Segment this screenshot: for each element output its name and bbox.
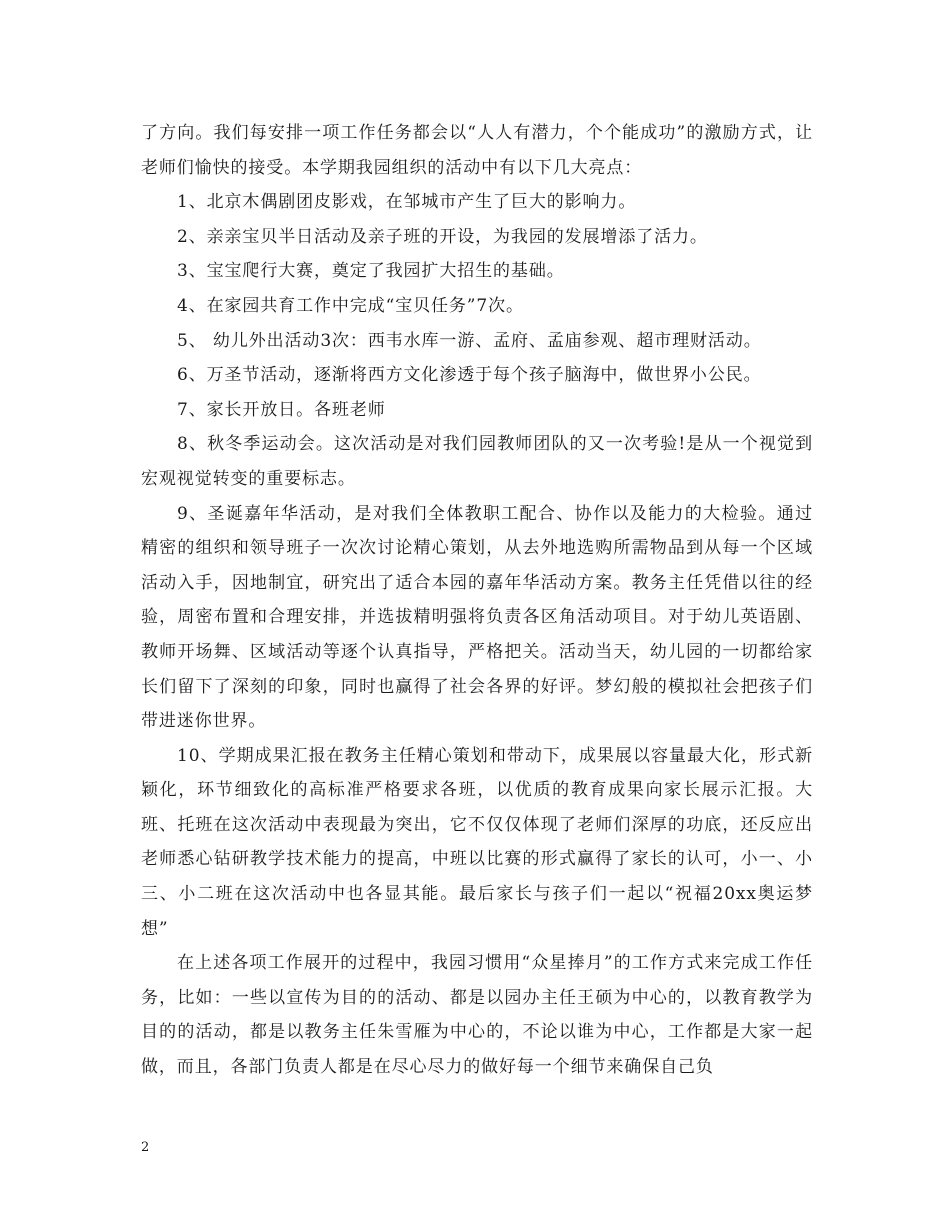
list-item-1: 1、北京木偶剧团皮影戏，在邹城市产生了巨大的影响力。 bbox=[177, 192, 637, 213]
list-item-4: 4、在家园共育工作中完成“宝贝任务”7次。 bbox=[177, 295, 524, 316]
paragraph-1: 了方向。我们每安排一项工作任务都会以“人人有潜力，个个能成功”的激励方式，让老师们愉快的接受。本学期我园组织的活动中有以下几大亮点： bbox=[141, 123, 813, 178]
page-number: 2 bbox=[141, 1140, 150, 1155]
list-item-10: 10、学期成果汇报在教务主任精心策划和带动下，成果展以容量最大化，形式新颖化，环节细致化的高标准严格要求各班，以优质的教育成果向家长展示汇报。大班、托班在这次活动中表现最为突出，它不仅仅体现了老师们深厚的功底，还反应出老师悉心钻研教学技术能力的提高，中班以比赛的形式赢得了家长的认可，小一、小三、小二班在这次活动中也各显其能。最后家长与孩子们一起以“祝福20xx奥运梦想” bbox=[141, 745, 813, 939]
document-body bbox=[141, 116, 813, 1085]
paragraph-closing: 在上述各项工作展开的过程中，我园习惯用“众星捧月”的工作方式来完成工作任务，比如：一些以宣传为目的的活动、都是以园办主任王硕为中心的，以教育教学为目的的活动，都是以教务主任朱雪雁为中心的，不论以谁为中心，工作都是大家一起做，而且，各部门负责人都是在尽心尽力的做好每一个细节来确保自己负 bbox=[141, 953, 813, 1078]
list-item-2: 2、亲亲宝贝半日活动及亲子班的开设，为我园的发展增添了活力。 bbox=[177, 226, 708, 247]
list-item-8: 8、秋冬季运动会。这次活动是对我们园教师团队的又一次考验!是从一个视觉到宏观视觉转变的重要标志。 bbox=[141, 434, 813, 489]
list-item-9: 9、圣诞嘉年华活动，是对我们全体教职工配合、协作以及能力的大检验。通过精密的组织和领导班子一次次讨论精心策划，从去外地选购所需物品到从每一个区域活动入手，因地制宜，研究出了适合本园的嘉年华活动方案。教务主任凭借以往的经验，周密布置和合理安排，并选拔精明强将负责各区角活动项目。对于幼儿英语剧、教师开场舞、区域活动等逐个认真指导，严格把关。活动当天，幼儿园的一切都给家长们留下了深刻的印象，同时也赢得了社会各界的好评。梦幻般的模拟社会把孩子们带进迷你世界。 bbox=[141, 503, 813, 732]
list-item-6: 6、万圣节活动，逐渐将西方文化渗透于每个孩子脑海中，做世界小公民。 bbox=[177, 365, 762, 386]
list-item-5: 5、 幼儿外出活动3次：西韦水库一游、孟府、孟庙参观、超市理财活动。 bbox=[177, 330, 762, 351]
list-item-7: 7、家长开放日。各班老师 bbox=[177, 399, 386, 420]
list-item-3: 3、宝宝爬行大赛，奠定了我园扩大招生的基础。 bbox=[177, 261, 565, 282]
